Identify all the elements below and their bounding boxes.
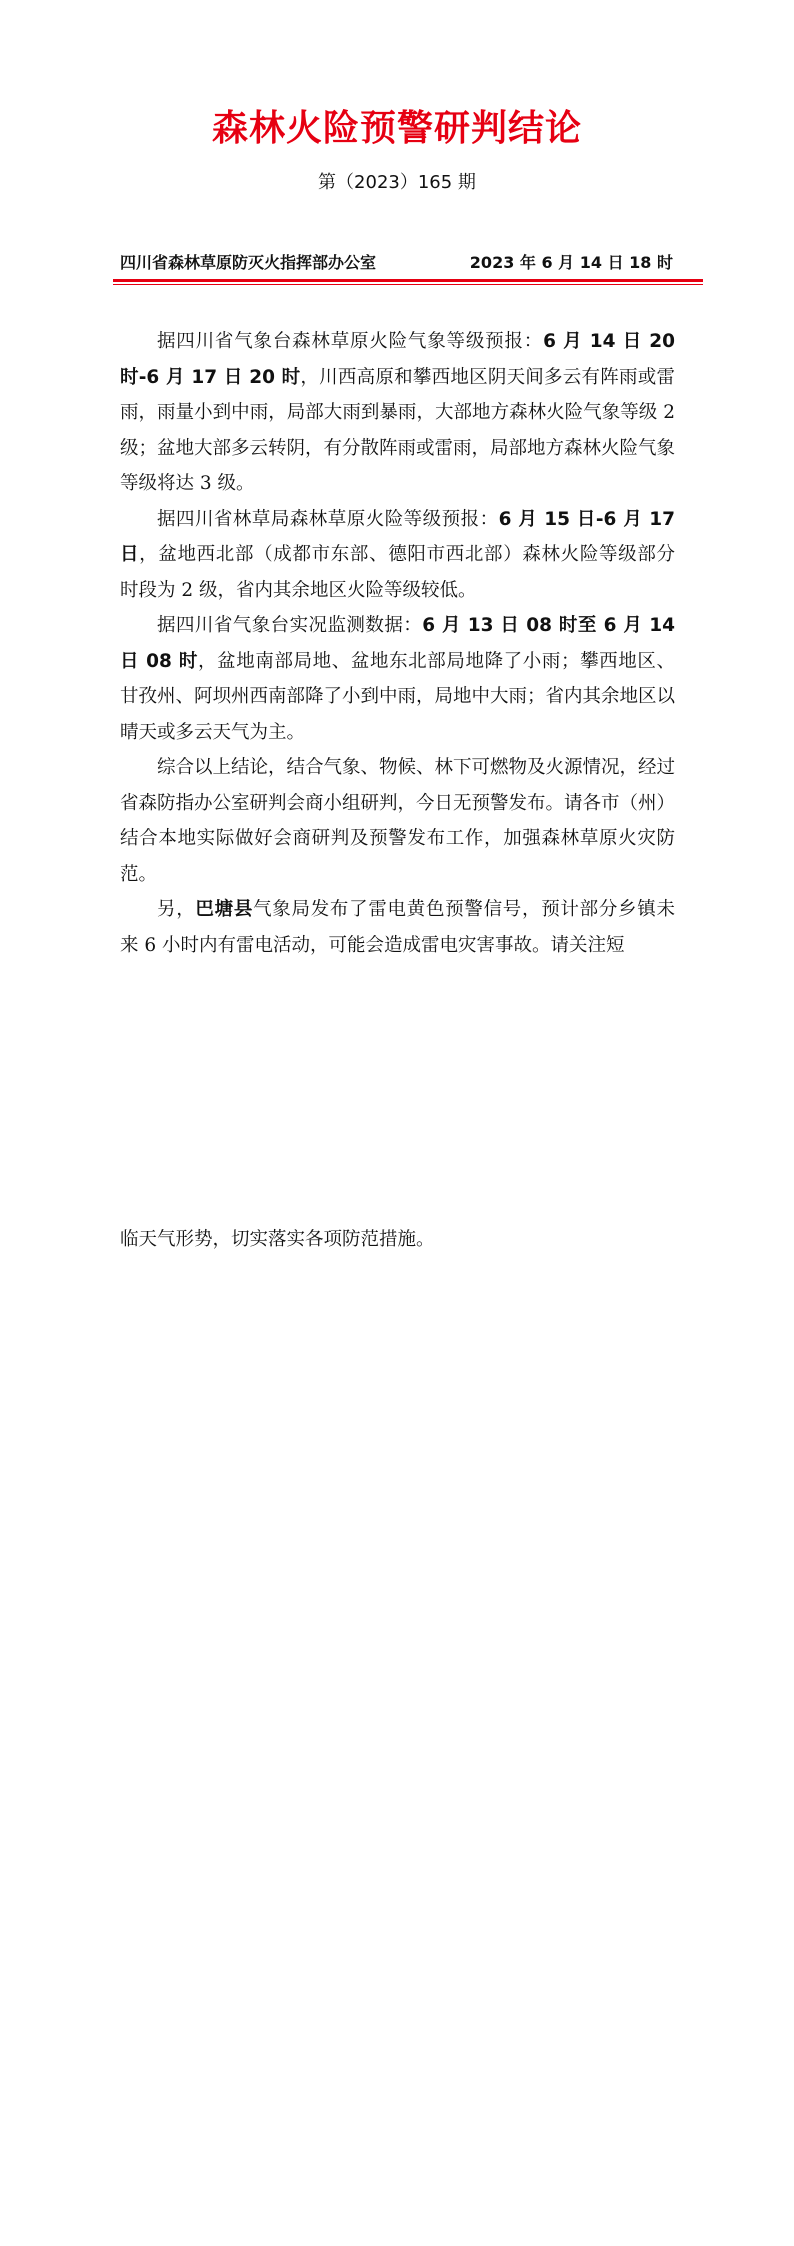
paragraph-text: 另， bbox=[157, 899, 196, 920]
county-name: 巴塘县 bbox=[195, 899, 254, 920]
paragraph-fire-danger-forecast bbox=[120, 502, 675, 609]
paragraph-text: 据四川省气象台实况监测数据： bbox=[157, 615, 423, 636]
forecast-period: 6 月 14 日 20 时-6 月 17 日 20 时 bbox=[120, 331, 676, 388]
paragraph-text: ，川西高原和攀西地区阴天间多云有阵雨或雷雨，雨量小到中雨，局部大雨到暴雨，大部地方森林火险气象等级 2 级；盆地大部多云转阴，有分散阵雨或雷雨，局部地方森林火险气象等级将达 3 级。 bbox=[120, 366, 676, 494]
document-title: 森林火险预警研判结论 bbox=[211, 107, 582, 149]
issuer-name: 四川省森林草原防灭火指挥部办公室 bbox=[120, 253, 377, 272]
paragraph-text: ，盆地西北部（成都市东部、德阳市西北部）森林火险等级部分时段为 2 级，省内其余地区火险等级较低。 bbox=[120, 544, 675, 601]
issue-number: 第（2023）165 期 bbox=[318, 172, 476, 193]
observation-period: 6 月 13 日 08 时至 6 月 14 日 08 时 bbox=[120, 615, 675, 672]
paragraph-observation-data bbox=[120, 608, 675, 750]
paragraph-text: 气象局发布了雷电黄色预警信号，预计部分乡镇未来 6 小时内有雷电活动，可能会造成雷电灾害事故。请关注短 bbox=[120, 899, 675, 956]
forecast-period: 6 月 15 日-6 月 17 日 bbox=[120, 508, 675, 565]
paragraph-lightning-warning bbox=[120, 892, 675, 963]
red-divider-thick bbox=[113, 279, 703, 282]
paragraph-weather-forecast bbox=[120, 324, 675, 502]
paragraph-text: ，盆地南部局地、盆地东北部局地降了小雨；攀西地区、甘孜州、阿坝州西南部降了小到中雨，局地中大雨；省内其余地区以晴天或多云天气为主。 bbox=[120, 650, 676, 743]
document-header bbox=[120, 250, 673, 274]
issue-date: 2023 年 6 月 14 日 18 时 bbox=[469, 253, 673, 272]
paragraph-continuation: 临天气形势，切实落实各项防范措施。 bbox=[120, 1229, 435, 1250]
paragraph-text: 据四川省林草局森林草原火险等级预报： bbox=[157, 508, 499, 530]
paragraph-text: 据四川省气象台森林草原火险气象等级预报： bbox=[157, 331, 544, 352]
red-divider-thin bbox=[113, 284, 703, 285]
document-body bbox=[120, 324, 675, 963]
paragraph-conclusion: 综合以上结论，结合气象、物候、林下可燃物及火源情况，经过省森防指办公室研判会商小组研判，今日无预警发布。请各市（州）结合本地实际做好会商研判及预警发布工作，加强森林草原火灾防范。 bbox=[120, 757, 676, 885]
